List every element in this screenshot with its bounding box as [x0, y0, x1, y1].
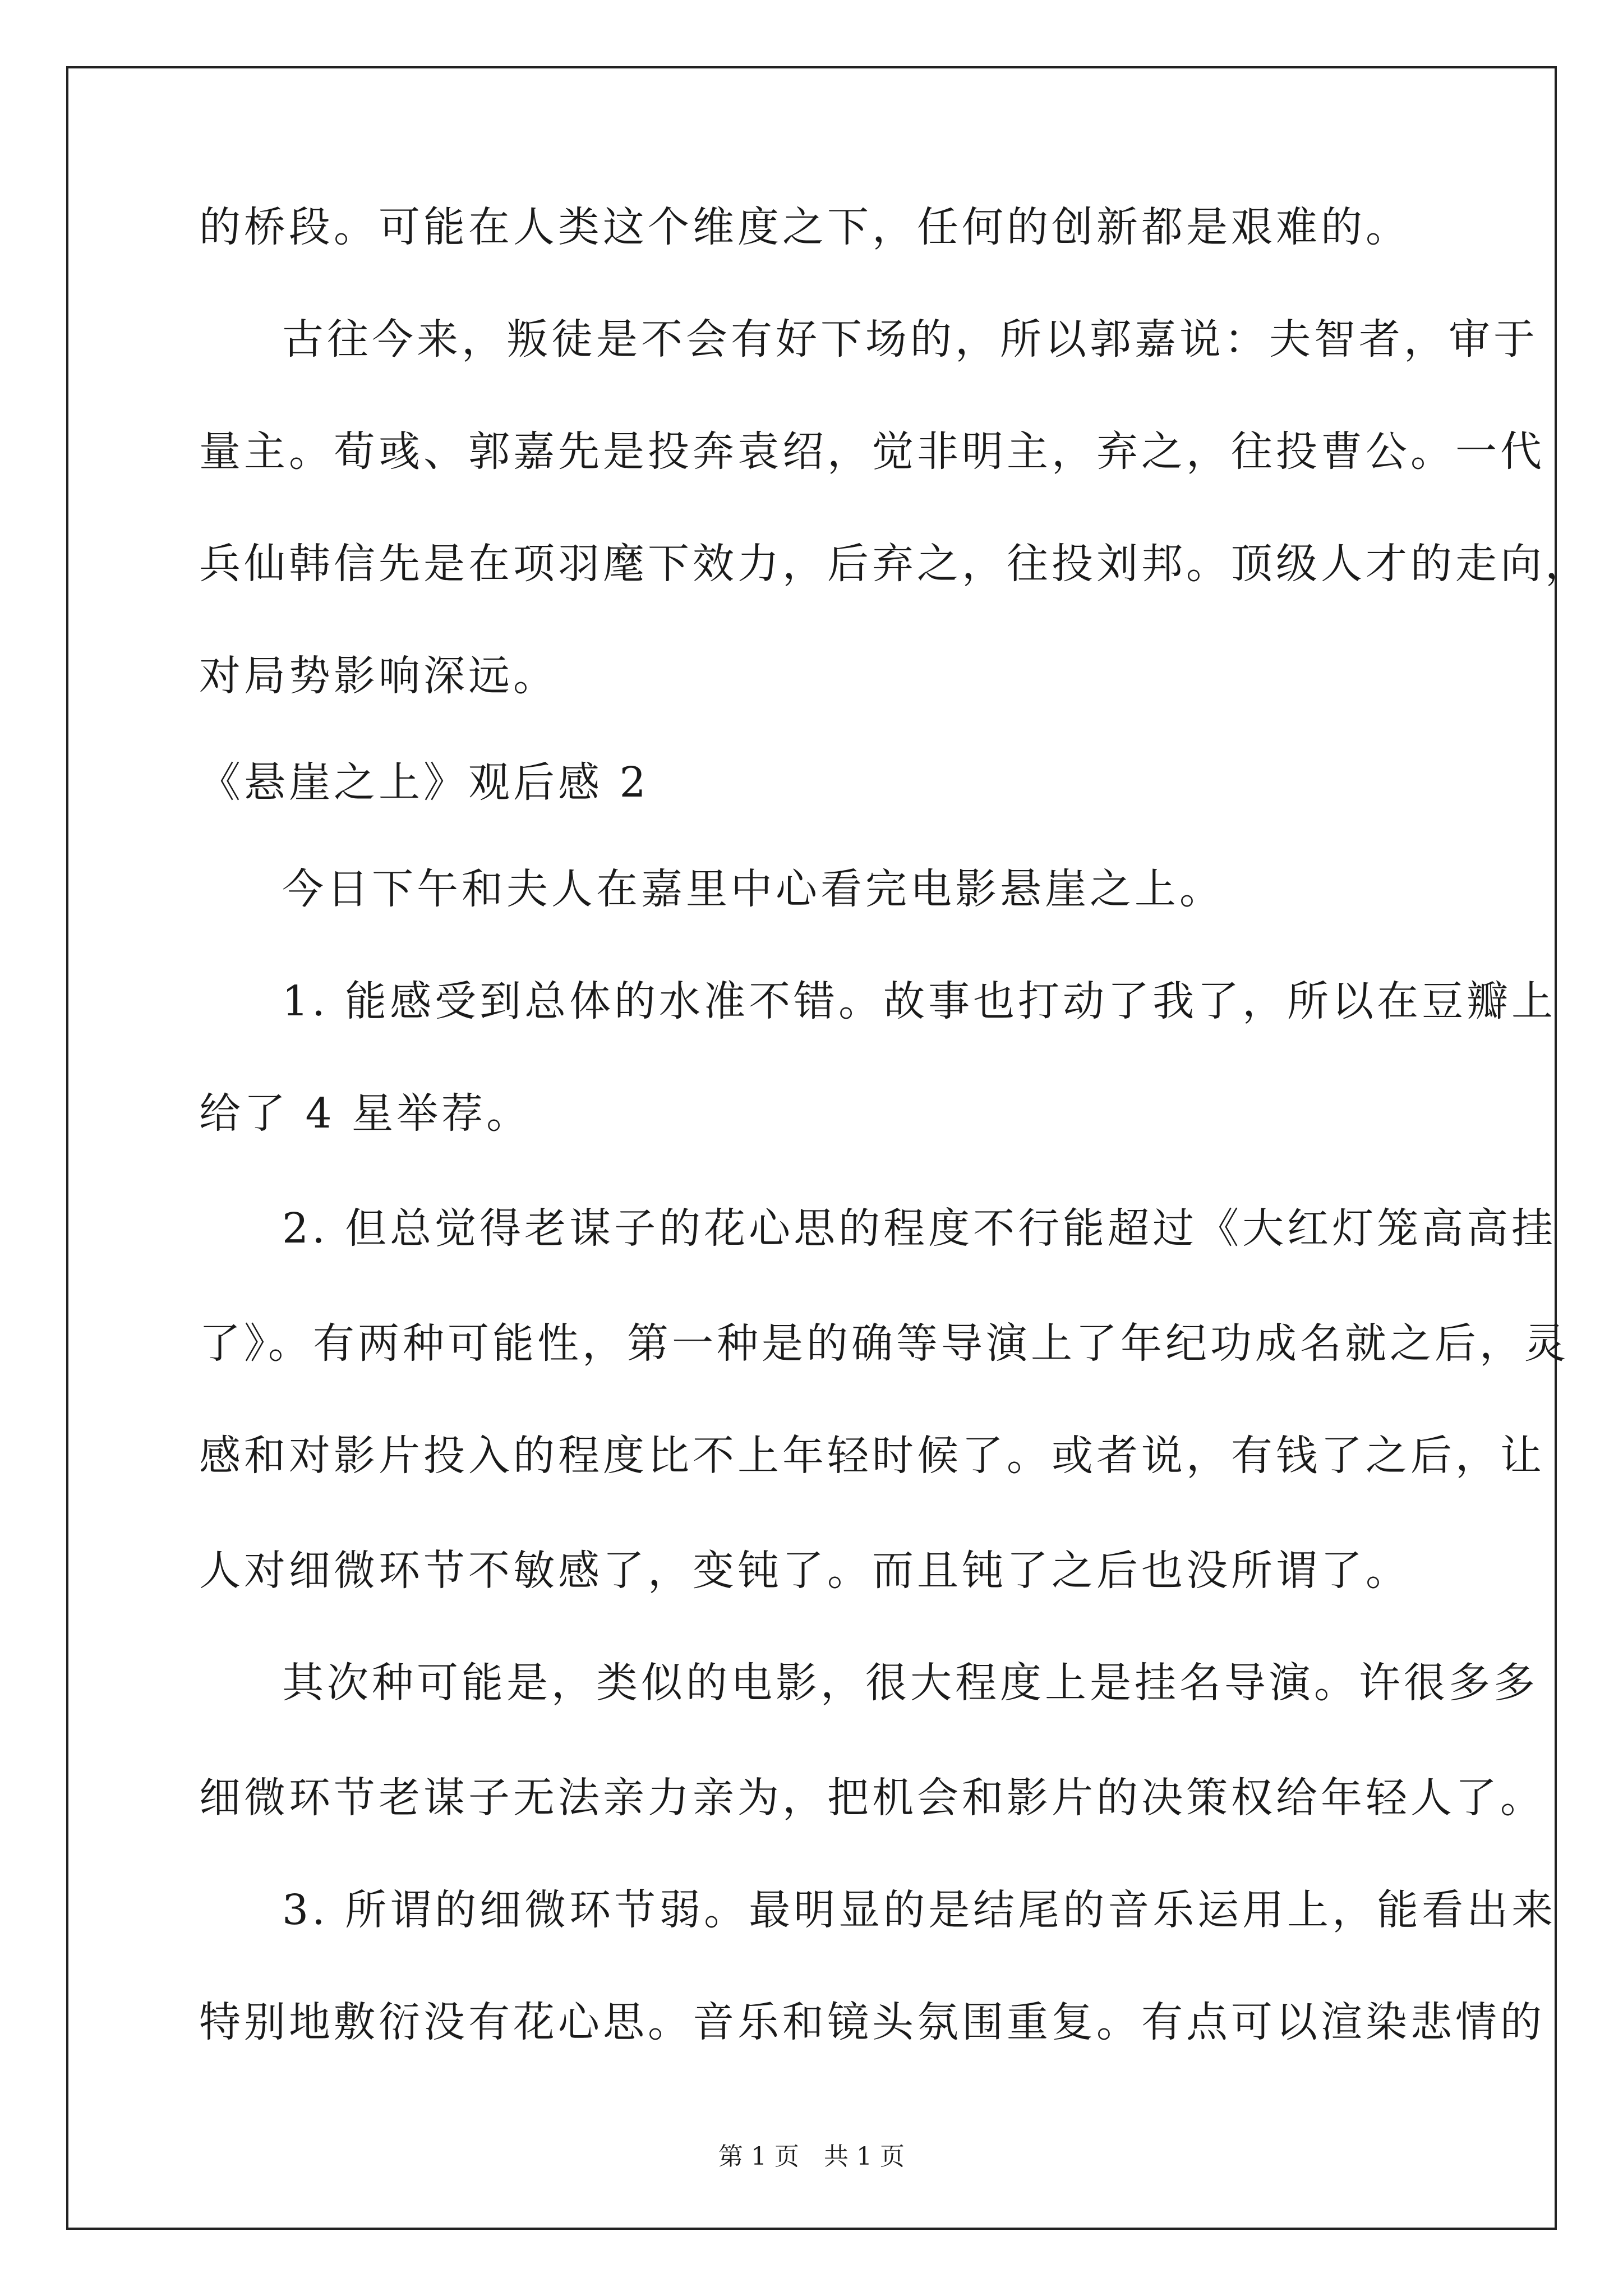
body-line: 特别地敷衍没有花心思。音乐和镜头氛围重复。有点可以渲染悲情的: [199, 1998, 1545, 2046]
body-line: 了》。有两种可能性，第一种是的确等导演上了年纪功成名就之后，灵: [199, 1319, 1569, 1368]
body-line: 感和对影片投入的程度比不上年轻时候了。或者说，有钱了之后，让: [199, 1432, 1545, 1480]
body-line: 细微环节老谋子无法亲力亲为，把机会和影片的决策权给年轻人了。: [199, 1774, 1545, 1822]
body-line: 量主。荀彧、郭嘉先是投奔袁绍，觉非明主，弃之，往投曹公。一代: [199, 427, 1545, 476]
body-line: 给了 4 星举荐。: [199, 1089, 532, 1138]
body-line: 其次种可能是，类似的电影，很大程度上是挂名导演。许很多多: [282, 1659, 1538, 1707]
body-line: 古往今来，叛徒是不会有好下场的，所以郭嘉说：夫智者，审于: [282, 315, 1538, 364]
body-line: 3. 所谓的细微环节弱。最明显的是结尾的音乐运用上，能看出来: [282, 1886, 1557, 1934]
body-line: 的桥段。可能在人类这个维度之下，任何的创新都是艰难的。: [199, 203, 1410, 251]
body-line: 今日下午和夫人在嘉里中心看完电影悬崖之上。: [282, 865, 1224, 913]
page-number-footer: 第 1 页 共 1 页: [718, 2142, 905, 2171]
body-line: 2. 但总觉得老谋子的花心思的程度不行能超过《大红灯笼高高挂: [282, 1204, 1557, 1253]
body-line: 对局势影响深远。: [199, 652, 558, 700]
body-line: 1. 能感受到总体的水准不错。故事也打动了我了，所以在豆瓣上: [282, 977, 1557, 1025]
body-line: 兵仙韩信先是在项羽麾下效力，后弃之，往投刘邦。顶级人才的走向，: [199, 540, 1590, 588]
section-heading: 《悬崖之上》观后感 2: [199, 758, 649, 807]
body-line: 人对细微环节不敏感了，变钝了。而且钝了之后也没所谓了。: [199, 1547, 1410, 1595]
